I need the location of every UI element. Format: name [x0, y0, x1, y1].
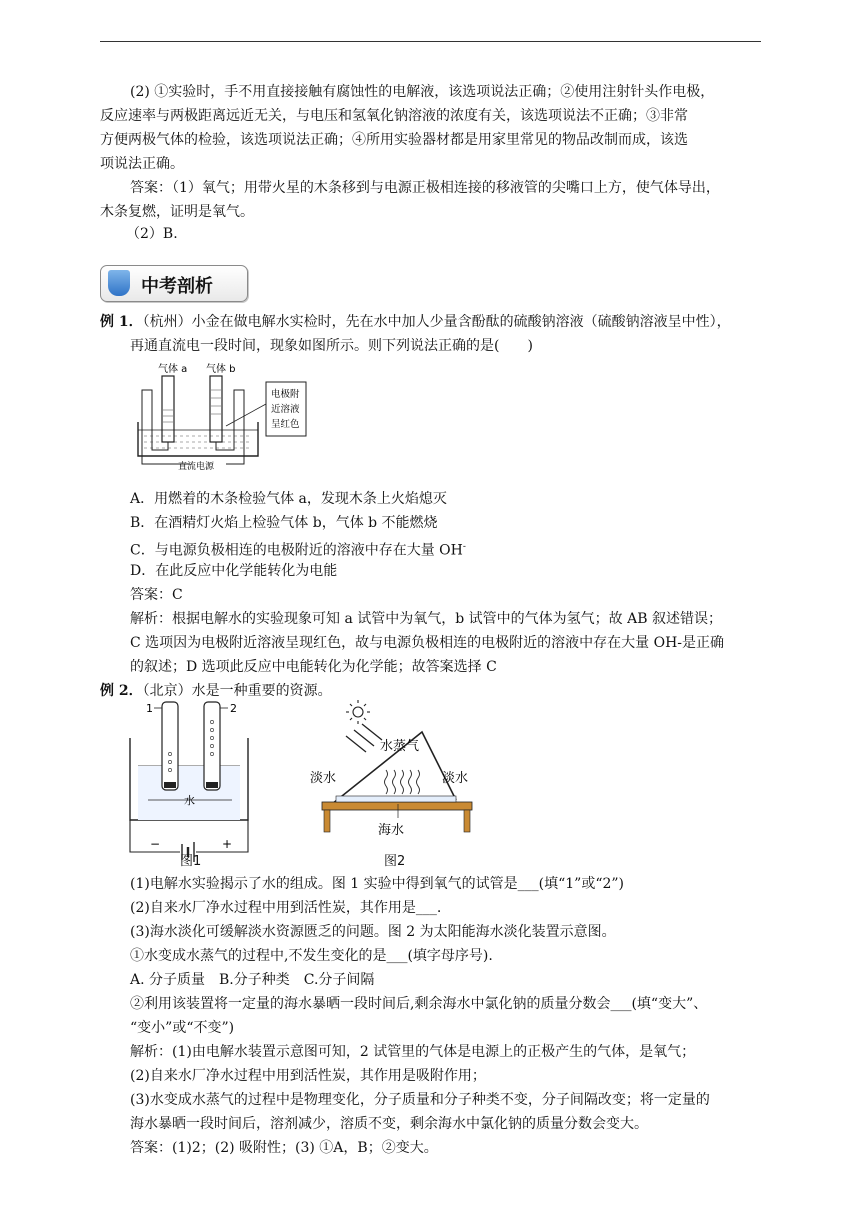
gas-a-label: 气体 a: [158, 364, 188, 375]
answer-line: 答案：（1）氧气；用带火星的木条移到与电源正极相连接的移液管的尖嘴口上方，使气体导出，: [130, 180, 720, 196]
example2-subquestion: (2)自来水厂净水过程中用到活性炭，其作用是___.: [130, 900, 442, 916]
header-rule: [100, 41, 761, 42]
sun-icon: [346, 700, 370, 724]
fresh-water-left-label: 淡水: [310, 771, 337, 786]
section-heading: [100, 265, 248, 302]
figure1-electrolysis: [124, 696, 254, 872]
example1-explanation: C 选项因为电极附近溶液呈现红色，故与电源负极相连的电极附近的溶液中存在大量 OH-是正确: [130, 635, 725, 651]
example2-choices: A. 分子质量 B.分子种类 C.分子间隔: [130, 972, 375, 988]
solution-line: 项说法正确。: [100, 156, 184, 172]
example2-text: （北京）水是一种重要的资源。: [142, 683, 332, 699]
answer-line: 木条复燃，证明是氧气。: [100, 204, 254, 220]
note-line: 呈红色: [271, 419, 300, 430]
example2-subquestion: ②利用该装置将一定量的海水暴晒一段时间后,剩余海水中氯化钠的质量分数会___(填“变大”、: [130, 996, 708, 1012]
solution-line: 反应速率与两极距离远近无关，与电压和氢氧化钠溶液的浓度有关，该选项说法不正确；③非常: [100, 108, 688, 124]
superscript: -: [462, 542, 466, 552]
figure2-caption: 图2: [384, 854, 406, 869]
negative-label: −: [150, 837, 161, 851]
example2-subquestion: (3)海水淡化可缓解淡水资源匮乏的问题。图 2 为太阳能海水淡化装置示意图。: [130, 924, 616, 940]
answer-line: （2）B.: [126, 226, 178, 242]
example1-text: （杭州）小金在做电解水实检时，先在水中加人少量含酚酞的硫酸钠溶液（硫酸钠溶液呈中性），: [142, 314, 731, 330]
figure1-caption: 图1: [180, 854, 202, 869]
example2-answer: 答案：(1)2；(2) 吸附性；(3) ①A，B；②变大。: [130, 1140, 438, 1156]
example1-question-cont: 再通直流电一段时间，现象如图所示。则下列说法正确的是( ): [130, 338, 533, 354]
example2-label: 例 2．: [100, 683, 143, 699]
note-line: 电极附: [271, 389, 300, 400]
positive-label: +: [222, 837, 233, 851]
power-label: 直流电源: [178, 462, 215, 472]
example2-subquestion: (1)电解水实验揭示了水的组成。图 1 实验中得到氧气的试管是___(填“1”或“2”): [130, 876, 625, 892]
example1-figure: [130, 360, 310, 472]
option-c-text: C．与电源负极相连的电极附近的溶液中存在大量 OH: [130, 542, 463, 559]
example1-explanation: 解析：根据电解水的实验现象可知 a 试管中为氧气，b 试管中的气体为氢气；故 AB 叙述错误；: [130, 611, 722, 627]
example2-explanation: 解析：(1)由电解水装置示意图可知，2 试管里的气体是电源上的正极产生的气体，是氧气；: [130, 1044, 696, 1060]
example1-explanation: 的叙述；D 选项此反应中电能转化为化学能；故答案选择 C: [130, 659, 497, 675]
section-title: 中考剖析: [141, 276, 213, 297]
solution-line: (2) ①实验时，手不用直接接触有腐蚀性的电解液，该选项说法正确；②使用注射针头作电极，: [130, 84, 715, 100]
example2-explanation: (2)自来水厂净水过程中用到活性炭，其作用是吸附作用；: [130, 1068, 486, 1084]
example1-label: 例 1．: [100, 314, 143, 330]
example2-subquestion: “变小”或“不变”): [130, 1020, 235, 1036]
sea-water-label: 海水: [378, 823, 405, 838]
option-d: D．在此反应中化学能转化为电能: [130, 563, 338, 579]
tube2-label: 2: [230, 702, 237, 715]
solution-line: 方便两极气体的检验，该选项说法正确；④所用实验器材都是用家里常见的物品改制而成，该选: [100, 132, 688, 148]
option-b: B．在酒精灯火焰上检验气体 b，气体 b 不能燃烧: [130, 515, 438, 531]
example2-explanation: (3)水变成水蒸气的过程中是物理变化，分子质量和分子种类不变，分子间隔改变；将一定量的: [130, 1092, 710, 1108]
section-tab-icon: [108, 270, 130, 296]
option-a: A．用燃着的木条检验气体 a，发现木条上火焰熄灭: [130, 491, 447, 507]
example1-answer: 答案：C: [130, 587, 183, 603]
example1-question: [100, 310, 766, 334]
note-line: 近溶液: [271, 404, 300, 415]
gas-b-label: 气体 b: [206, 364, 236, 375]
tube1-label: 1: [146, 702, 153, 715]
figure2-solar-desalination: [306, 700, 486, 850]
example2-subquestion: ①水变成水蒸气的过程中,不发生变化的是___(填字母序号).: [130, 948, 493, 964]
fresh-water-right-label: 淡水: [442, 771, 469, 786]
vapor-label: 水蒸气: [380, 739, 420, 754]
water-label: 水: [184, 794, 195, 807]
example2-explanation: 海水暴晒一段时间后，溶剂减少，溶质不变，剩余海水中氯化钠的质量分数会变大。: [130, 1116, 648, 1132]
